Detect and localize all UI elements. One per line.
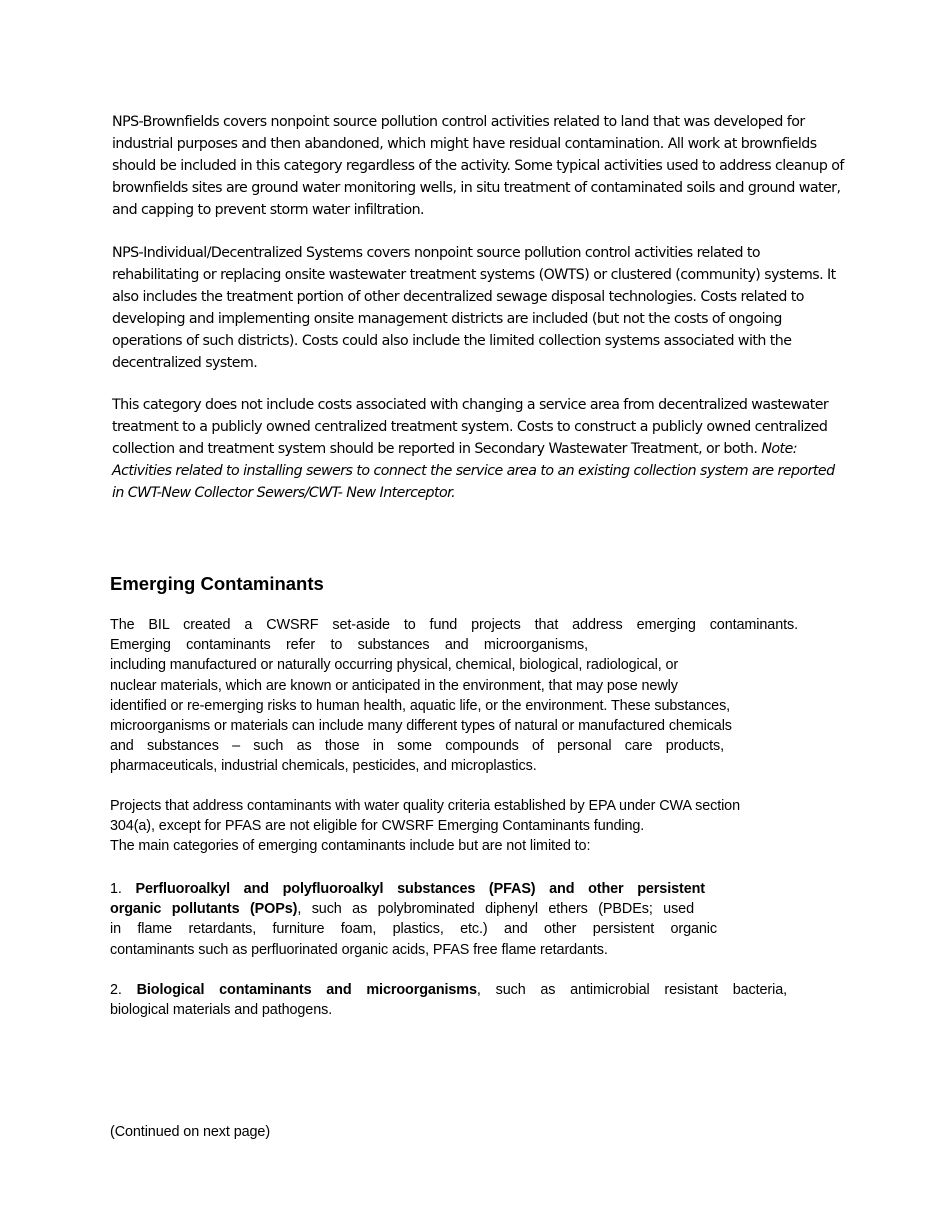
exclusion-paragraph [112, 394, 847, 504]
pfas-text: , such as polybrominated diphenyl ethers (PBDEs; used [297, 901, 694, 918]
intro-line: nuclear materials, which are known or anticipated in the environment, that may pose newly [110, 677, 678, 694]
biological-bold-title: Biological contaminants and microorganisms [136, 982, 477, 998]
list-item-biological [110, 980, 850, 1020]
list-item-number: 1. [110, 881, 136, 897]
eligibility-line: The main categories of emerging contaminants include but are not limited to: [110, 838, 591, 855]
pfas-line-4: contaminants such as perfluorinated organic acids, PFAS free flame retardants. [110, 941, 608, 958]
section-heading: Emerging Contaminants [110, 573, 324, 594]
biological-line-2: biological materials and pathogens. [110, 1002, 333, 1019]
pfas-line-3: in flame retardants, furniture foam, plastics, etc.) and other persistent organic [110, 921, 717, 938]
pfas-bold-title: Perfluoroalkyl and polyfluoroalkyl substances (PFAS) and other persistent [135, 881, 705, 897]
continued-note: (Continued on next page) [110, 1124, 271, 1140]
exclusion-note: Note: Activities related to installing sewers to connect the service area to an existing collection system are reported in CWT-New Collector Sewers/CWT- New Interceptor. [112, 441, 835, 501]
biological-text: , such as antimicrobial resistant bacteria, [476, 982, 787, 998]
pfas-line-1 [110, 879, 705, 899]
intro-line: identified or re-emerging risks to human health, aquatic life, or the environment. These substances, [110, 697, 731, 714]
intro-line: including manufactured or naturally occurring physical, chemical, biological, radiological, or [110, 657, 679, 674]
eligibility-line: 304(a), except for PFAS are not eligible for CWSRF Emerging Contaminants funding. [110, 818, 645, 835]
eligibility-line: Projects that address contaminants with water quality criteria established by EPA under CWA section [110, 798, 740, 814]
pfas-line-2 [110, 899, 694, 919]
eligibility-paragraph [110, 796, 850, 857]
list-item-number: 2. [110, 982, 137, 998]
intro-line: The BIL created a CWSRF set-aside to fund projects that address emerging contaminants. [110, 617, 798, 633]
intro-line: Emerging contaminants refer to substances and microorganisms, [110, 637, 588, 654]
pfas-bold-title-cont: organic pollutants (POPs) [110, 901, 298, 918]
list-item-pfas [110, 879, 850, 960]
intro-line: pharmaceuticals, industrial chemicals, pesticides, and microplastics. [110, 758, 537, 775]
exclusion-text: This category does not include costs associated with changing a service area from decentralized wastewater treatment to a publicly owned centralized treatment system. Costs to construct a publicly owned centralized collection and treatment system should be reported in Secondary Wastewater Treatment, or both. [112, 397, 829, 457]
biological-line-1 [110, 980, 787, 1000]
intro-line: and substances – such as those in some compounds of personal care products, [110, 738, 724, 755]
brownfields-paragraph: NPS-Brownfields covers nonpoint source pollution control activities related to land that was developed for industrial purposes and then abandoned, which might have residual contamination. All work at brownfields should be included in this category regardless of the activity. Some typical activities used to address cleanup of brownfields sites are ground water monitoring wells, in situ treatment of contaminated soils and ground water, and capping to prevent storm water infiltration. [112, 114, 844, 218]
emerging-intro-paragraph [110, 615, 850, 777]
decentralized-systems-paragraph: NPS-Individual/Decentralized Systems covers nonpoint source pollution control activities related to rehabilitating or replacing onsite wastewater treatment systems (OWTS) or clustered (community) systems. It also includes the treatment portion of other decentralized sewage disposal technologies. Costs related to developing and implementing onsite management districts are included (but not the costs of ongoing operations of such districts). Costs could also include the limited collection systems associated with the decentralized system. [112, 245, 836, 371]
intro-line: microorganisms or materials can include many different types of natural or manufactured chemicals [110, 718, 732, 735]
